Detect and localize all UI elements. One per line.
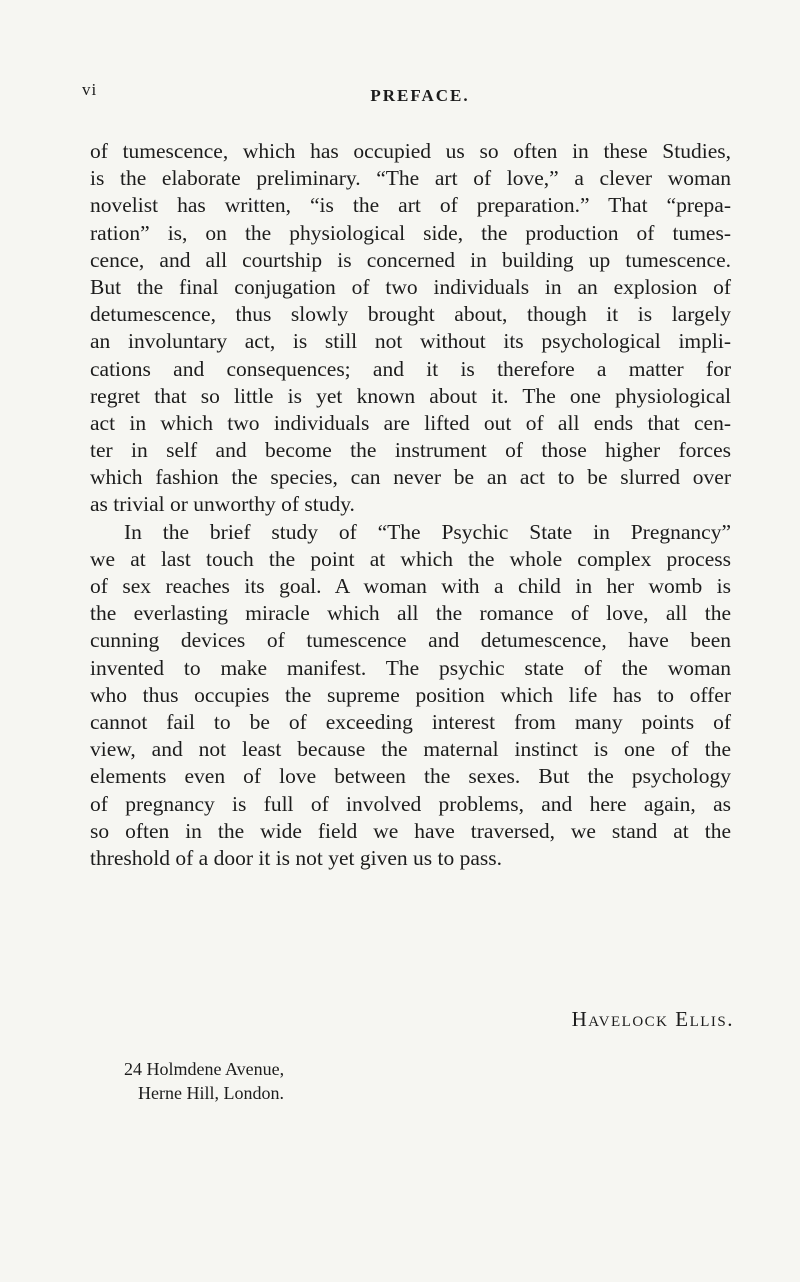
author-signature: Havelock Ellis.	[571, 1007, 734, 1031]
body-text	[90, 138, 731, 872]
text-line: is the elaborate preliminary. “The art of love,” a clever woman	[90, 166, 731, 191]
text-line: regret that so little is yet known about it. The one physiological	[90, 383, 731, 408]
text-line: of pregnancy is full of involved problems, and here again, as	[90, 791, 731, 816]
text-line: invented to make manifest. The psychic state of the woman	[90, 655, 731, 680]
address-line: Herne Hill, London.	[138, 1083, 284, 1103]
text-line: the everlasting miracle which all the romance of love, all the	[90, 601, 731, 626]
paragraph-start-line: In the brief study of “The Psychic State in Pregnancy”	[124, 519, 731, 544]
text-line: cations and consequences; and it is therefore a matter for	[90, 356, 731, 381]
running-head: PREFACE.	[370, 86, 470, 105]
text-line: cunning devices of tumescence and detumescence, have been	[90, 628, 731, 653]
address-line: 24 Holmdene Avenue,	[124, 1059, 285, 1079]
paragraph-end-line: as trivial or unworthy of study.	[90, 492, 355, 517]
text-line: elements even of love between the sexes. But the psychology	[90, 764, 731, 789]
text-line: cence, and all courtship is concerned in building up tumescence.	[90, 247, 731, 272]
text-line: which fashion the species, can never be an act to be slurred over	[90, 465, 731, 490]
text-line: of tumescence, which has occupied us so often in these Studies,	[90, 139, 731, 163]
author-address	[124, 1057, 284, 1105]
text-line: act in which two individuals are lifted out of all ends that cen-	[90, 410, 731, 435]
text-line: ter in self and become the instrument of those higher forces	[90, 438, 731, 463]
text-line: detumescence, thus slowly brought about, though it is largely	[90, 302, 731, 327]
text-line: But the final conjugation of two individuals in an explosion of	[90, 274, 731, 299]
text-line: view, and not least because the maternal instinct is one of the	[90, 737, 731, 762]
text-line: novelist has written, “is the art of preparation.” That “prepa-	[90, 193, 731, 218]
text-line: so often in the wide field we have traversed, we stand at the	[90, 818, 731, 843]
text-line: we at last touch the point at which the whole complex process	[90, 546, 731, 571]
text-line: of sex reaches its goal. A woman with a child in her womb is	[90, 574, 731, 598]
text-line: who thus occupies the supreme position which life has to offer	[90, 682, 731, 707]
text-line: an involuntary act, is still not without its psychological impli-	[90, 329, 731, 354]
text-line: ration” is, on the physiological side, the production of tumes-	[90, 220, 731, 245]
paragraph-end-line: threshold of a door it is not yet given us to pass.	[90, 845, 503, 870]
page-number: vi	[82, 80, 98, 99]
text-line: cannot fail to be of exceeding interest from many points of	[90, 709, 731, 734]
